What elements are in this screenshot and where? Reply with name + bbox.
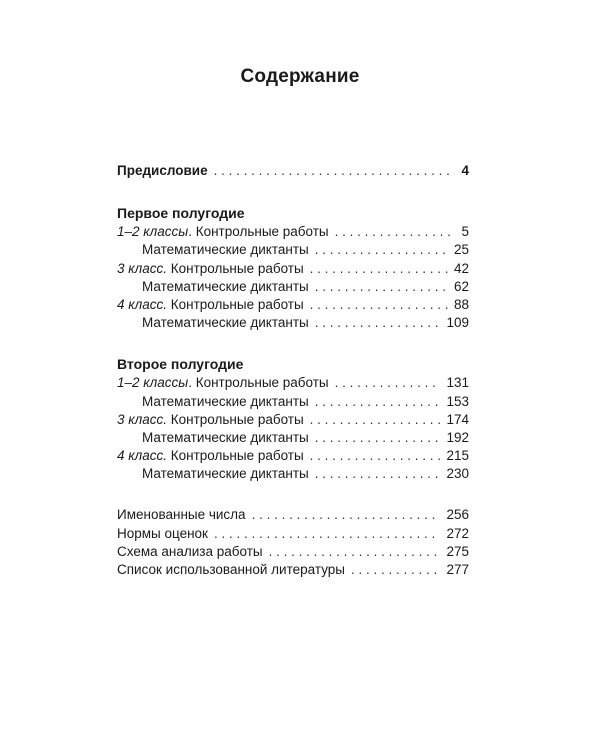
dot-leader (252, 506, 441, 524)
toc-row[interactable] (117, 465, 469, 483)
dot-leader (335, 223, 456, 241)
toc-page-number: 109 (446, 315, 469, 331)
entry-title: Контрольные работы (167, 448, 304, 464)
entry-title: Контрольные работы (167, 411, 304, 427)
toc-page-number: 131 (446, 375, 469, 391)
dot-leader (315, 314, 441, 332)
dot-leader (310, 260, 448, 278)
dot-leader (315, 241, 448, 259)
toc-entry-label (117, 223, 329, 241)
toc-page-number: 277 (446, 562, 469, 577)
toc-page-number: 230 (446, 466, 469, 482)
toc-row-analysis-scheme[interactable] (117, 543, 469, 561)
toc-entry-label: Схема анализа работы (117, 543, 263, 559)
toc-page-number: 192 (446, 429, 469, 445)
dot-leader (214, 162, 456, 180)
grade-label: 4 класс. (117, 296, 168, 312)
toc-entry-label: Математические диктанты (142, 393, 309, 409)
entry-title: Контрольные работы (167, 260, 304, 276)
section-heading-second-half: Второе полугодие (117, 356, 244, 373)
entry-title: Контрольные работы (167, 296, 304, 312)
dot-leader (310, 447, 441, 465)
dot-leader (315, 465, 441, 483)
dot-leader (310, 411, 441, 429)
toc-row[interactable] (117, 447, 469, 465)
toc-row[interactable] (117, 393, 469, 411)
toc-page-number: 153 (446, 393, 469, 409)
toc-row[interactable] (117, 223, 469, 241)
toc-entry-label: Именованные числа (117, 507, 246, 523)
toc-page-number: 275 (446, 543, 469, 559)
toc-row[interactable] (117, 374, 469, 392)
toc-row-named-numbers[interactable] (117, 506, 469, 524)
toc-entry-label (117, 447, 304, 465)
toc-row-grading-norms[interactable] (117, 525, 469, 543)
toc-page-number: 62 (453, 278, 469, 294)
dot-leader (269, 543, 441, 561)
dot-leader (315, 429, 441, 447)
toc-page-number: 25 (453, 242, 469, 258)
toc-page-number: 174 (446, 411, 469, 427)
grade-label: 4 класс. (117, 448, 168, 464)
toc-row[interactable] (117, 278, 469, 296)
toc-row[interactable] (117, 241, 469, 259)
toc-page-number: 215 (446, 448, 469, 464)
toc-page-number: 88 (453, 296, 469, 312)
toc-row[interactable] (117, 429, 469, 447)
grade-label: 1–2 классы (117, 224, 189, 240)
toc-row-preface[interactable] (117, 162, 469, 180)
grade-label: 3 класс. (117, 260, 168, 276)
table-of-contents (117, 162, 469, 579)
toc-row[interactable] (117, 260, 469, 278)
toc-row[interactable] (117, 314, 469, 332)
page-title: Содержание (240, 66, 360, 87)
toc-entry-label: Предисловие (117, 163, 208, 178)
grade-label: 1–2 классы (117, 375, 189, 391)
entry-title: . Контрольные работы (188, 224, 329, 240)
toc-entry-label: Математические диктанты (142, 242, 309, 258)
toc-row-bibliography[interactable] (117, 561, 469, 579)
toc-entry-label: Список использованной литературы (117, 562, 345, 577)
toc-entry-label (117, 411, 304, 429)
toc-entry-label (117, 374, 329, 392)
toc-entry-label: Математические диктанты (142, 278, 309, 294)
entry-title: . Контрольные работы (188, 375, 329, 391)
dot-leader (335, 374, 441, 392)
toc-entry-label: Математические диктанты (142, 429, 309, 445)
dot-leader (214, 525, 441, 543)
toc-page-number: 272 (446, 525, 469, 541)
toc-entry-label (117, 260, 304, 278)
grade-label: 3 класс. (117, 411, 168, 427)
toc-row[interactable] (117, 296, 469, 314)
dot-leader (351, 561, 440, 579)
toc-row[interactable] (117, 411, 469, 429)
dot-leader (310, 296, 448, 314)
toc-page-number: 5 (461, 224, 469, 240)
toc-entry-label: Математические диктанты (142, 466, 309, 482)
toc-entry-label: Математические диктанты (142, 315, 309, 331)
dot-leader (315, 278, 448, 296)
toc-page-number: 42 (453, 260, 469, 276)
toc-page-number: 256 (446, 507, 469, 523)
toc-entry-label (117, 296, 304, 314)
toc-page-number: 4 (461, 163, 469, 178)
section-heading-first-half: Первое полугодие (117, 205, 245, 222)
toc-entry-label: Нормы оценок (117, 525, 208, 541)
dot-leader (315, 393, 441, 411)
